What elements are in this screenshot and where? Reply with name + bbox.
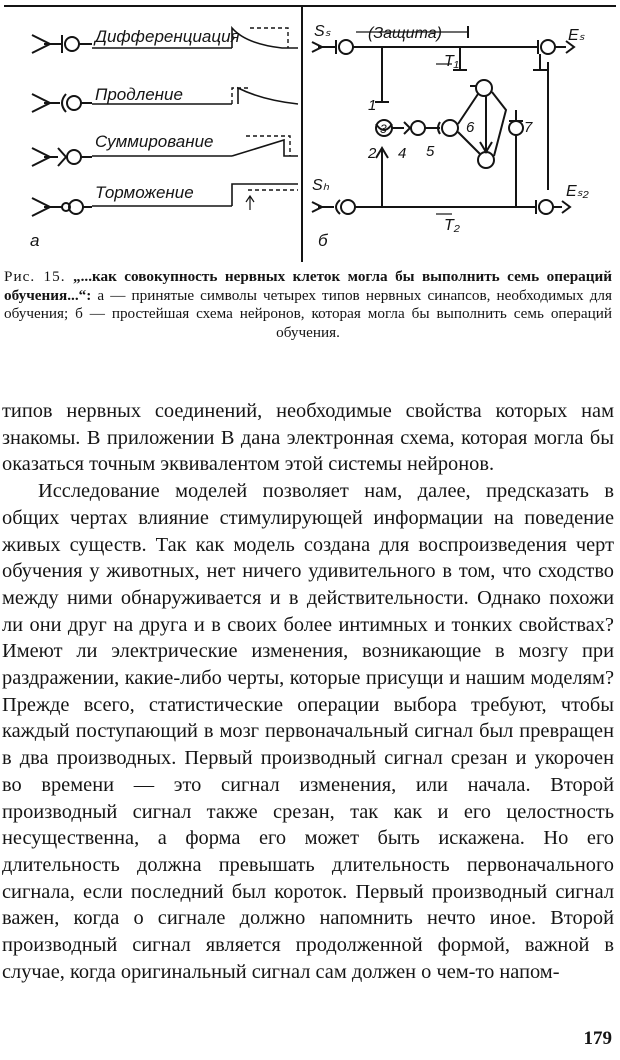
row-prolongation [32,85,298,112]
neuron-input-bottom [341,200,355,214]
panel-b [312,23,589,250]
panel-b-label: б [318,231,328,250]
row-differentiation [32,27,298,53]
neuron-number: 5 [426,143,435,160]
caption-label: Рис. 15. [4,268,66,285]
neuron-icon [65,37,79,51]
neuron-output-bottom [539,200,553,214]
inhibition-waveform [232,184,298,206]
panel-a [30,27,298,250]
output-bottom-label: Eₛ₂ [566,183,589,200]
caption-body: а — принятые символы четырех типов нервных синапсов, необходимых для обучения; б — простейшая схема нейронов, которая могла бы выполнить семь операций обучения. [4,286,612,341]
paragraph: Исследование моделей позволяет нам, далее, предсказать в общих чертах влияние стимулирующей информации на поведение живых существ. Так как модель создана для воспроизведения черт обучения у животных, нет ничего удивительного в том, что сходство между ними обнаруживается и в действительности. Однако похожи ли они друг на друга и в своих более интимных и тонких свойствах? Имеют ли электрические изменения, возникающие в мозгу при раздражении, какие-либо черты, которые присущи и нашим моделям? Прежде всего, статистические операции выбора требуют, чтобы каждый поступающий в мозг первоначальный сигнал был превращен в два производных. Первый производный сигнал срезан и укорочен во времени — это сигнал изменения, или начала. Второй производный сигнал также срезан, так как и его целостность несущественна, а форма его может быть искажена. Но его длительность должна превышать длительность первоначального сигнала, если последний был короток. Первый производный сигнал важен, когда о сигнале должно напомнить нечто иное. Второй производный сигнал является продолженной формой, важной в случае, когда оригинальный сигнал сам должен о чем-то напом- [2,480,614,983]
differentiation-waveform [232,28,298,48]
page-number: 179 [583,1028,612,1049]
prolongation-waveform [238,88,298,104]
row-label: Дифференциация [95,27,240,46]
neuron-number: 2 [368,145,377,162]
figure-caption [4,268,612,342]
neuron-number: 7 [524,119,533,136]
neuron-7 [509,121,523,135]
summation-synapse-icon [58,148,66,166]
neuron-input-top [339,40,353,54]
summation-waveform [232,140,298,156]
neuron-icon [67,150,81,164]
row-label: Суммирование [95,132,214,151]
neuron-4 [411,121,425,135]
neuron-number: 4 [398,145,407,162]
row-label: Торможение [95,183,194,202]
figure-15 [0,0,620,262]
neuron-number: 1 [368,97,377,114]
path-top-label: T₁ [444,53,459,70]
body-text [2,398,614,985]
output-top-label: Eₛ [568,27,585,44]
neuron-output-top [541,40,555,54]
protection-label: (Защита) [368,25,442,42]
prolonging-synapse-icon [62,94,66,112]
input-bottom-label: Sₕ [312,177,330,194]
input-top-label: Sₛ [314,23,331,40]
neuron-number: 6 [466,119,475,136]
neuron-5 [442,120,458,136]
neuron-icon [69,200,83,214]
path-bottom-label: T₂ [444,217,460,234]
neuron-number: 3 [380,122,387,136]
neuron-icon [67,96,81,110]
panel-a-label: а [30,231,40,250]
row-summation [32,132,298,166]
neuron-6a [476,80,492,96]
neuron-6b [478,152,494,168]
row-label: Продление [95,85,183,104]
row-inhibition [32,183,298,216]
paragraph: типов нервных соединений, необходимые свойства которых нам знакомы. В приложении В дана электронная схема, которая могла бы оказаться точным эквивалентом этой системы нейронов. [2,400,614,476]
caption-quote: „...как совокупность нервных клеток могла бы выполнить семь операций обучения...“: [4,268,613,304]
